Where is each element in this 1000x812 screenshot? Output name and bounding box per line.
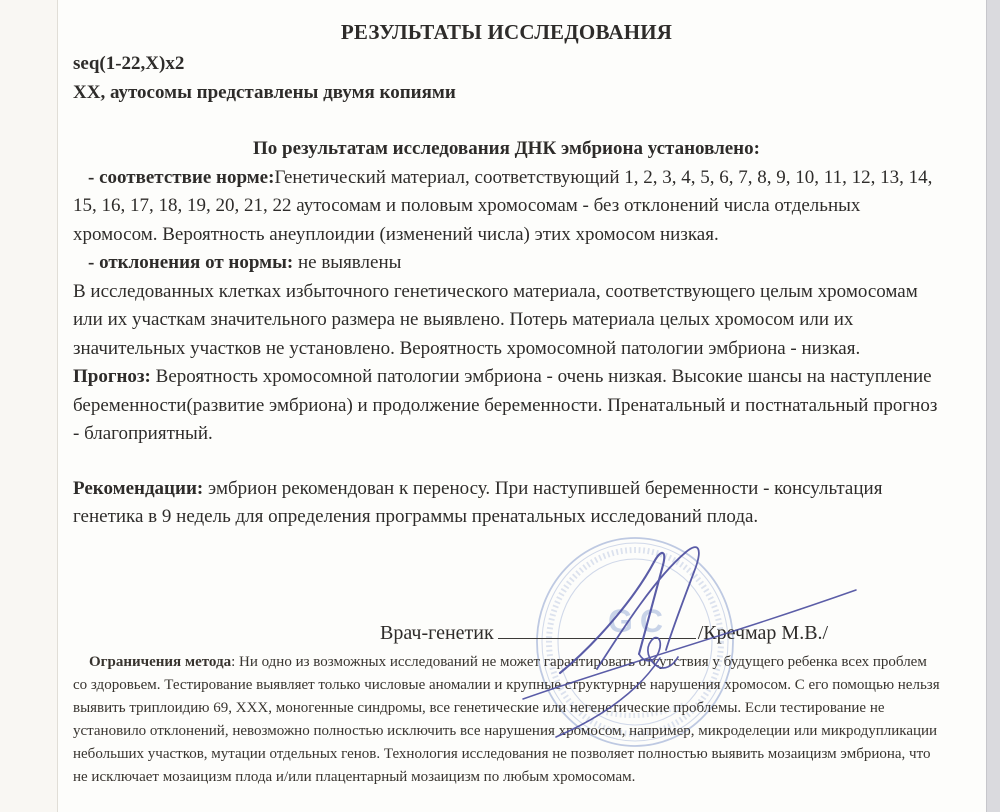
prognosis-label: Прогноз: (73, 366, 151, 387)
signature-name: /Кречмар М.В./ (697, 622, 829, 644)
recommendations-text: эмбрион рекомендован к переносу. При наступившей беременности - консультация генетика в 9 недель для определения программы пренатальных исследований плода. (73, 477, 883, 527)
signature-row (73, 616, 933, 648)
deviations-line (73, 249, 940, 278)
prognosis-paragraph (73, 363, 940, 449)
stamp-letters: GC (608, 603, 670, 639)
recommendations-paragraph (73, 475, 940, 532)
prognosis-text: Вероятность хромосомной патологии эмбриона - очень низкая. Высокие шансы на наступление беременности(развитие эмбриона) и продолжение беременности. Пренатальный и постнатальный прогноз - благоприятный. (73, 366, 938, 444)
page-title: РЕЗУЛЬТАТЫ ИССЛЕДОВАНИЯ (340, 20, 673, 44)
normality-paragraph (73, 164, 940, 250)
limitations-label: Ограничения метода (89, 654, 232, 670)
limitations-text: : Ни одно из возможных исследований не может гарантировать отсутствия у будущего ребенка всех проблем со здоровьем. Тестирование выявляет только числовые аномалии и крупные структурные нарушения хромосом. С его помощью нельзя выявить триплоидию 69, XXX, моногенные синдромы, все генетические или негенетические проблемы. Если тестирование не установило отклонений, невозможно полностью исключить все нарушения хромосом, например, микроделеции или микродупликации небольших участков, мутации отдельных генов. Технология исследования не позволяет полностью выявить мозаицизм эмбриона, что не исключает мозаицизм плода и/или плацентарный мозаицизм по любым хромосомам. (73, 654, 940, 785)
limitations-note (73, 651, 941, 789)
deviations-text: не выявлены (293, 252, 402, 273)
findings-heading: По результатам исследования ДНК эмбриона установлено: (253, 138, 760, 159)
cells-paragraph: В исследованных клетках избыточного генетического материала, соответствующего целым хромосомам или их участкам значительного размера не выявлено. Потерь материала целых хромосом или их значительных участков не установлено. Вероятность хромосомной патологии эмбриона - низкая. (73, 280, 918, 359)
recommendations-label: Рекомендации: (73, 477, 204, 499)
signature-role: Врач-генетик (380, 622, 494, 644)
normality-label: - соответствие норме: (88, 166, 275, 188)
normality-text: Генетический материал, соответствующий 1, 2, 3, 4, 5, 6, 7, 8, 9, 10, 11, 12, 13, 14, 15, 16, 17, 18, 19, 20, 21, 22 аутосомам и половым хромосомам - без отклонений числа отдельных хромосом. Вероятность анеуплоидии (изменений числа) этих хромосом низкая. (73, 166, 933, 245)
karyotype-code: seq(1-22,X)x2 (73, 53, 185, 74)
deviations-label: - отклонения от нормы: (88, 252, 294, 273)
karyotype-description: XX, аутосомы представлены двумя копиями (73, 81, 456, 103)
signature-line (498, 616, 696, 639)
